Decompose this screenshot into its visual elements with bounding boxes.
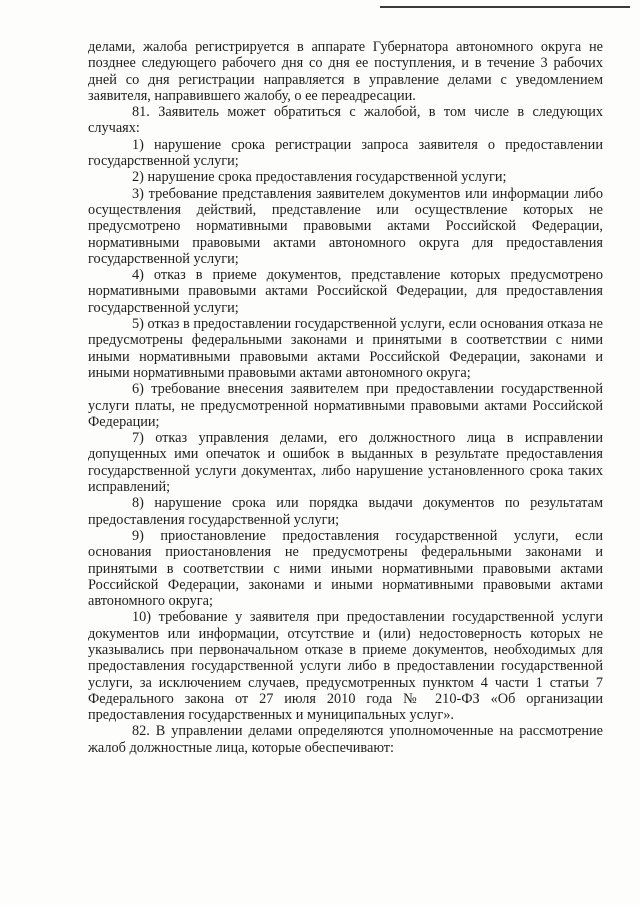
list-item-10: 10) требование у заявителя при предоставлении государственной услуги документов или информации, отсутствие и (или) недостоверность которых не указывались при первоначальном отказе в приеме документов, необходимых для предоставления государственной услуги либо в предоставлении государственной услуги, за исключением случаев, предусмотренных пунктом 4 части 1 статьи 7 Федерального закона от 27 июля 2010 года № 210-ФЗ «Об организации предоставления государственных и муниципальных услуг».: [88, 609, 603, 724]
list-item-7: 7) отказ управления делами, его должностного лица в исправлении допущенных ими опечаток и ошибок в выданных в результате предоставления государственной услуги документах, либо нарушение установленного срока таких исправлений;: [88, 430, 603, 496]
paragraph-continuation: делами, жалоба регистрируется в аппарате Губернатора автономного округа не позднее следующего рабочего дня со дня ее поступления, и в течение 3 рабочих дней со дня регистрации направляется в управление делами с уведомлением заявителя, направившего жалобу, о ее переадресации.: [88, 39, 603, 104]
list-item-4: 4) отказ в приеме документов, представление которых предусмотрено нормативными правовыми актами Российской Федерации, для предоставления государственной услуги;: [88, 267, 603, 316]
scan-artifact-line: [380, 6, 630, 8]
paragraph-81: 81. Заявитель может обратиться с жалобой, в том числе в следующих случаях:: [88, 104, 603, 137]
list-item-1: 1) нарушение срока регистрации запроса заявителя о предоставлении государственной услуги;: [88, 136, 603, 170]
list-item-2: 2) нарушение срока предоставления государственной услуги;: [132, 169, 507, 186]
list-item-3: 3) требование представления заявителем документов или информации либо осуществления действий, представление или осуществление которых не предусмотрено нормативными правовыми актами Российской Федерации, нормативными правовыми актами автономного округа для предоставления государственной услуги;: [88, 185, 603, 267]
document-page: [88, 39, 603, 756]
list-item-9: 9) приостановление предоставления государственной услуги, если основания приостановления не предусмотрены федеральными законами и принятыми в соответствии с ними иными нормативными правовыми актами Российской Федерации, законами и иными нормативными правовыми актами автономного округа;: [88, 527, 603, 610]
paragraph-82: 82. В управлении делами определяются уполномоченные на рассмотрение жалоб должностные лица, которые обеспечивают:: [88, 723, 603, 756]
list-item-8: 8) нарушение срока или порядка выдачи документов по результатам предоставления государственной услуги;: [88, 495, 603, 528]
list-item-5: 5) отказ в предоставлении государственной услуги, если основания отказа не предусмотрены федеральными законами и принятыми в соответствии с ними иными нормативными правовыми актами Российской Федерации, законами и иными нормативными правовыми актами автономного округа;: [88, 316, 603, 381]
list-item-6: 6) требование внесения заявителем при предоставлении государственной услуги платы, не предусмотренной нормативными правовыми актами Российской Федерации;: [88, 381, 603, 430]
